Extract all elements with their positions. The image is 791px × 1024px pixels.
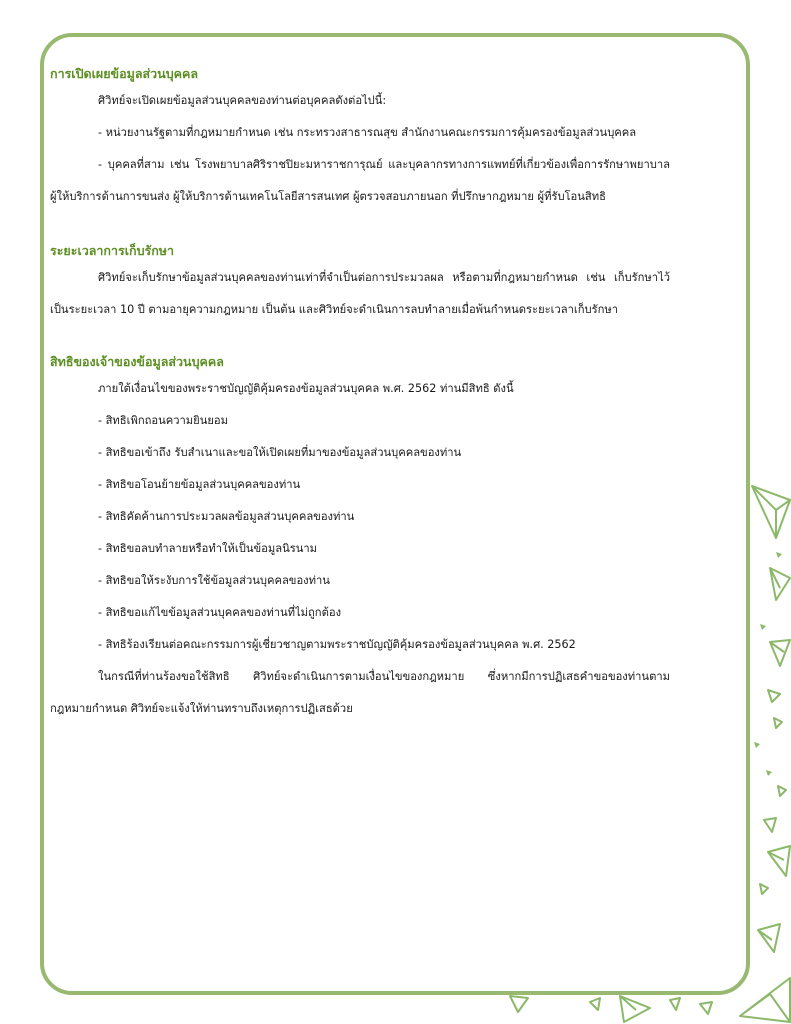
- disclosure-intro: ศิวิทย์จะเปิดเผยข้อมูลส่วนบุคคลของท่านต่อบุคคลดังต่อไปนี้:: [98, 94, 387, 107]
- section-title-disclosure: การเปิดเผยข้อมูลส่วนบุคคล: [50, 66, 199, 81]
- rights-intro: ภายใต้เงื่อนไขของพระราชบัญญัติคุ้มครองข้อมูลส่วนบุคคล พ.ศ. 2562 ท่านมีสิทธิ ดังนี้: [98, 382, 514, 395]
- rights-item-object: - สิทธิคัดค้านการประมวลผลข้อมูลส่วนบุคคลของท่าน: [98, 510, 355, 523]
- section-title-rights: สิทธิของเจ้าของข้อมูลส่วนบุคคล: [50, 354, 224, 369]
- retention-paragraph: ศิวิทย์จะเก็บรักษาข้อมูลส่วนบุคคลของท่านเท่าที่จำเป็นต่อการประมวลผล หรือตามที่กฎหมายกำหนด เช่น เก็บรักษาไว้เป็นระยะเวลา 10 ปี ตามอายุความกฎหมาย เป็นต้น และศิวิทย์จะดำเนินการลบทำลายเมื่อพ้นกำหนดระยะเวลาเก็บรักษา: [50, 271, 670, 316]
- rights-closing: ในกรณีที่ท่านร้องขอใช้สิทธิ ศิวิทย์จะดำเนินการตามเงื่อนไขของกฎหมาย ซึ่งหากมีการปฏิเสธคำขอของท่านตามกฎหมายกำหนด ศิวิทย์จะแจ้งให้ท่านทราบถึงเหตุการปฏิเสธด้วย: [50, 670, 670, 715]
- rights-item-withdraw-consent: - สิทธิเพิกถอนความยินยอม: [98, 414, 229, 427]
- rights-item-access: - สิทธิขอเข้าถึง รับสำเนาและขอให้เปิดเผยที่มาของข้อมูลส่วนบุคคลของท่าน: [98, 446, 462, 459]
- rights-item-rectify: - สิทธิขอแก้ไขข้อมูลส่วนบุคคลของท่านที่ไม่ถูกต้อง: [98, 606, 342, 619]
- rights-item-restrict: - สิทธิขอให้ระงับการใช้ข้อมูลส่วนบุคคลของท่าน: [98, 574, 330, 587]
- section-title-retention: ระยะเวลาการเก็บรักษา: [50, 243, 175, 258]
- rights-item-erasure: - สิทธิขอลบทำลายหรือทำให้เป็นข้อมูลนิรนาม: [98, 542, 318, 555]
- document-body: [50, 63, 670, 725]
- disclosure-item-government: - หน่วยงานรัฐตามที่กฎหมายกำหนด เช่น กระทรวงสาธารณสุข สำนักงานคณะกรรมการคุ้มครองข้อมูลส่วนบุคคล: [98, 126, 637, 139]
- rights-item-portability: - สิทธิขอโอนย้ายข้อมูลส่วนบุคคลของท่าน: [98, 478, 301, 491]
- disclosure-item-third-party: - บุคคลที่สาม เช่น โรงพยาบาลศิริราชปิยะมหาราชการุณย์ และบุคลากรทางการแพทย์ที่เกี่ยวข้องเพื่อการรักษาพยาบาล ผู้ให้บริการด้านการขนส่ง ผู้ให้บริการด้านเทคโนโลยีสารสนเทศ ผู้ตรวจสอบภายนอก ที่ปรึกษากฎหมาย ผู้ที่รับโอนสิทธิ: [50, 158, 670, 203]
- rights-item-complaint: - สิทธิร้องเรียนต่อคณะกรรมการผู้เชี่ยวชาญตามพระราชบัญญัติคุ้มครองข้อมูลส่วนบุคคล พ.ศ. 2562: [98, 638, 576, 651]
